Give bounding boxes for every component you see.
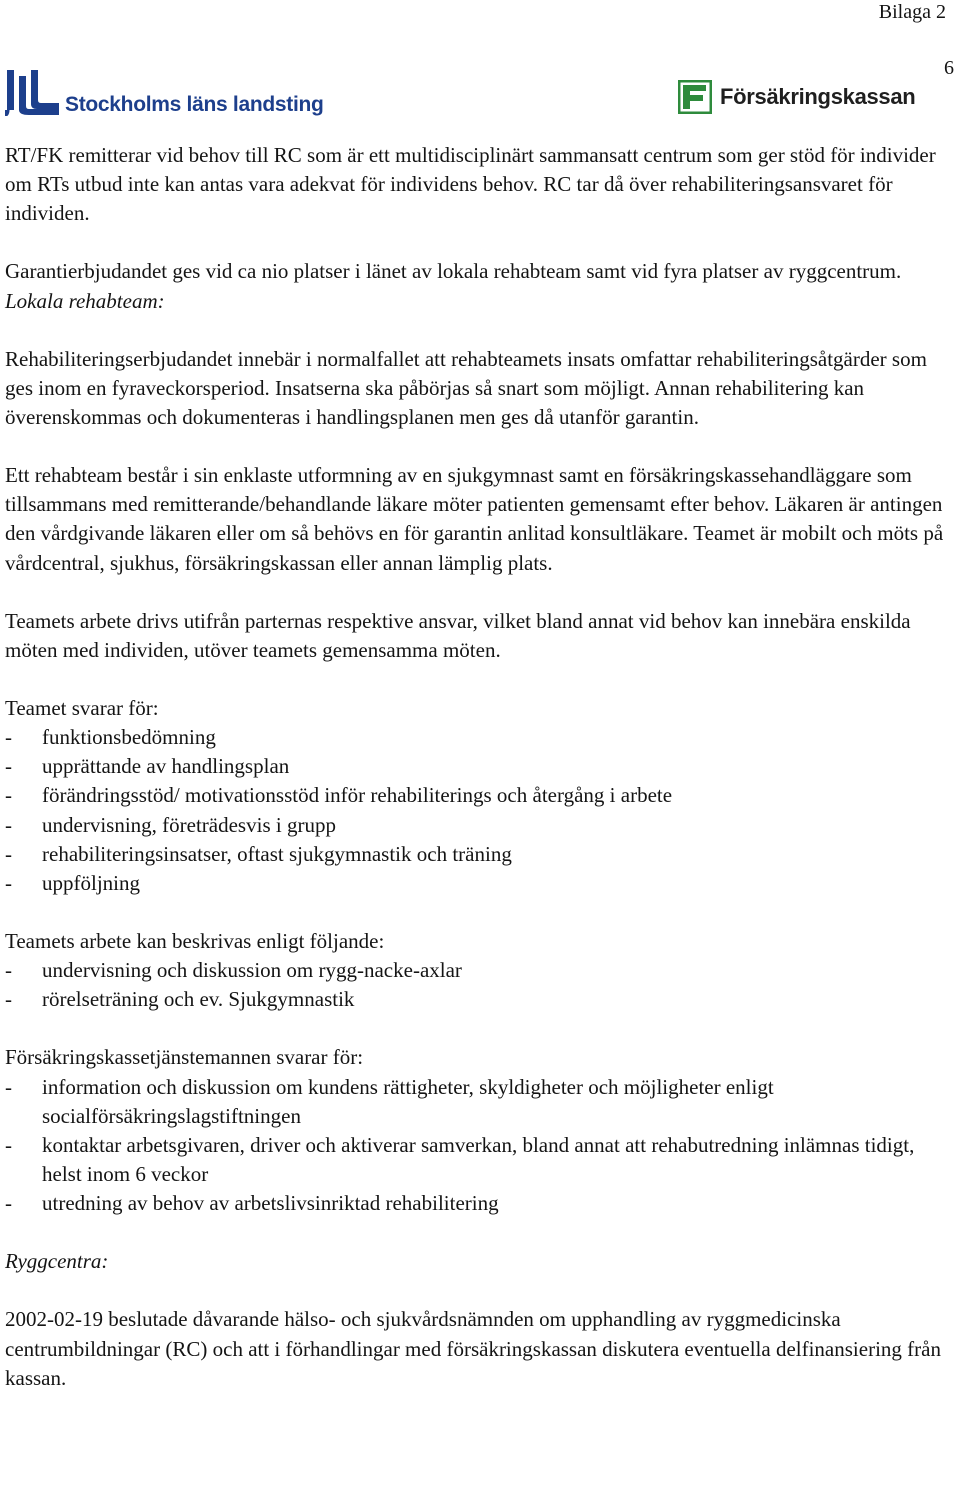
fk-mark-icon bbox=[678, 80, 712, 114]
list-item-text: utredning av behov av arbetslivsinriktad rehabilitering bbox=[42, 1191, 499, 1216]
list-item-text: undervisning, företrädesvis i grupp bbox=[42, 812, 336, 837]
heading-lokala-rehabteam: Lokala rehabteam: bbox=[5, 288, 165, 313]
sll-mark-icon bbox=[5, 70, 59, 116]
list-dash: - bbox=[5, 725, 12, 750]
team-responsibilities-list bbox=[5, 723, 950, 898]
team-responsibilities-intro: Teamet svarar för: bbox=[5, 695, 159, 720]
paragraph-team-work: Teamets arbete drivs utifrån parternas respektive ansvar, vilket bland annat vid behov kan innebära enskilda möten med individen, utöver teamets gemensamma möten. bbox=[5, 608, 911, 662]
fk-officer-responsibilities-list bbox=[5, 1073, 950, 1219]
list-item bbox=[5, 1073, 950, 1131]
paragraph-rehab-offer: Rehabiliteringserbjudandet innebär i normalfallet att rehabteamets insats omfattar rehabiliteringsåtgärder som ges inom en fyraveckorsperiod. Insatserna ska påbörjas så snart som möjligt. Annan rehabilitering kan överenskommas och dokumenteras i handlingsplanen men ges då utanför garantin. bbox=[5, 346, 927, 430]
paragraph-guarantee-locations: Garantierbjudandet ges vid ca nio platser i länet av lokala rehabteam samt vid fyra platser av ryggcentrum. bbox=[5, 259, 902, 284]
stockholms-lans-landsting-logo bbox=[5, 70, 324, 116]
list-item-text: kontaktar arbetsgivaren, driver och aktiverar samverkan, bland annat att rehabutredning inlämnas tidigt, helst inom 6 veckor bbox=[42, 1133, 915, 1187]
list-item-text: undervisning och diskussion om rygg-nacke-axlar bbox=[42, 958, 462, 983]
list-dash: - bbox=[5, 1074, 12, 1099]
list-dash: - bbox=[5, 1133, 12, 1158]
list-item-text: information och diskussion om kundens rättigheter, skyldigheter och möjligheter enligt socialförsäkringslagstiftningen bbox=[42, 1074, 774, 1128]
page-number: 6 bbox=[944, 57, 954, 79]
list-item bbox=[5, 1131, 950, 1189]
list-item bbox=[5, 811, 950, 840]
list-item-text: rehabiliteringsinsatser, oftast sjukgymnastik och träning bbox=[42, 841, 512, 866]
paragraph-team-composition: Ett rehabteam består i sin enklaste utformning av en sjukgymnast samt en försäkringskassehandläggare som tillsammans med remitterande/behandlande läkare möter patienten gemensamt efter behov. Läkaren är antingen den vårdgivande läkaren eller om så behövs en för garantin anlitad konsultläkare. Teamet är mobilt och möts på vårdcentral, sjukhus, försäkringskassan eller annan lämplig plats. bbox=[5, 463, 944, 575]
heading-ryggcentra: Ryggcentra: bbox=[5, 1249, 109, 1274]
list-dash: - bbox=[5, 871, 12, 896]
list-item bbox=[5, 869, 950, 898]
team-work-intro: Teamets arbete kan beskrivas enligt följande: bbox=[5, 929, 385, 954]
fk-logo-text: Försäkringskassan bbox=[720, 84, 916, 109]
paragraph-ryggcentra-decision: 2002-02-19 beslutade dåvarande hälso- och sjukvårdsnämnden om upphandling av ryggmedicinska centrumbildningar (RC) och att i förhandlingar med försäkringskassan diskutera eventuella delfinansiering från kassan. bbox=[5, 1307, 941, 1390]
list-item bbox=[5, 781, 950, 810]
list-dash: - bbox=[5, 841, 12, 866]
list-item bbox=[5, 985, 950, 1014]
list-item bbox=[5, 956, 950, 985]
list-dash: - bbox=[5, 987, 12, 1012]
list-item-text: upprättande av handlingsplan bbox=[42, 754, 290, 779]
fk-officer-responsibilities-intro: Försäkringskassetjänstemannen svarar för: bbox=[5, 1045, 364, 1070]
list-item-text: rörelseträning och ev. Sjukgymnastik bbox=[42, 987, 355, 1012]
list-item bbox=[5, 752, 950, 781]
list-dash: - bbox=[5, 783, 12, 808]
list-dash: - bbox=[5, 754, 12, 779]
list-item bbox=[5, 723, 950, 752]
list-item bbox=[5, 1189, 950, 1218]
list-item bbox=[5, 840, 950, 869]
document-body bbox=[5, 141, 950, 1393]
forsakringskassan-logo bbox=[678, 80, 915, 114]
list-item-text: uppföljning bbox=[42, 871, 140, 896]
list-dash: - bbox=[5, 958, 12, 983]
appendix-label: Bilaga 2 bbox=[878, 1, 946, 23]
sll-logo-text: Stockholms läns landsting bbox=[65, 93, 324, 116]
list-dash: - bbox=[5, 812, 12, 837]
list-item-text: funktionsbedömning bbox=[42, 725, 216, 750]
list-dash: - bbox=[5, 1191, 12, 1216]
paragraph-rc-referral: RT/FK remitterar vid behov till RC som är ett multidisciplinärt sammansatt centrum som ger stöd för individer om RTs utbud inte kan antas vara adekvat för individens behov. RC tar då över rehabiliteringsansvaret för individen. bbox=[5, 143, 936, 226]
team-work-list bbox=[5, 956, 950, 1014]
list-item-text: förändringsstöd/ motivationsstöd inför rehabiliterings och återgång i arbete bbox=[42, 783, 673, 808]
